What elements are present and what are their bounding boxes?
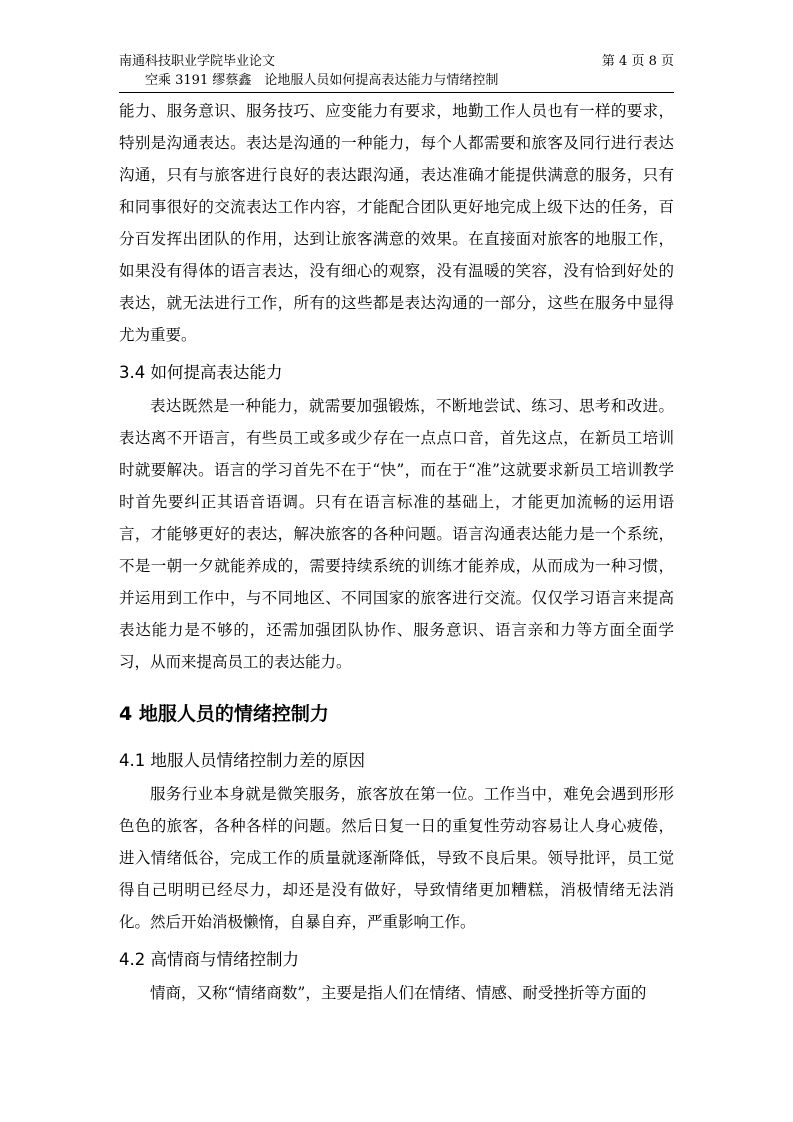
page-header: [119, 52, 674, 92]
paragraph-4-2: 情商，又称“情绪商数”，主要是指人们在情绪、情感、耐受挫折等方面的: [150, 984, 647, 1002]
section-heading-3-4: 3.4 如何提高表达能力: [119, 363, 283, 382]
paragraph-4-1: 服务行业本身就是微笑服务，旅客放在第一位。工作当中，难免会遇到形形色色的旅客，各种各样的问题。然后日复一日的重复性劳动容易让人身心疲倦，进入情绪低谷，完成工作的质量就逐渐降低，导致不良后果。领导批评，员工觉得自己明明已经尽力，却还是没有做好，导致情绪更加糟糕，消极情绪无法消化。然后开始消极懒惰，自暴自弃，严重影响工作。: [119, 785, 674, 931]
header-school: 南通科技职业学院毕业论文: [119, 54, 276, 69]
section-heading-4-2: 4.2 高情商与情绪控制力: [119, 950, 299, 969]
header-divider: [119, 92, 674, 93]
chapter-heading-4: 4 地服人员的情绪控制力: [119, 703, 329, 725]
section-heading-4-1: 4.1 地服人员情绪控制力差的原因: [119, 751, 365, 770]
paragraph-continued: 能力、服务意识、服务技巧、应变能力有要求，地勤工作人员也有一样的要求，特别是沟通表达。表达是沟通的一种能力，每个人都需要和旅客及同行进行表达沟通，只有与旅客进行良好的表达跟沟通，表达准确才能提供满意的服务，只有和同事很好的交流表达工作内容，才能配合团队更好地完成上级下达的任务，百分百发挥出团队的作用，达到让旅客满意的效果。在直接面对旅客的地服工作，如果没有得体的语言表达，没有细心的观察，没有温暖的笑容，没有恰到好处的表达，就无法进行工作，所有的这些都是表达沟通的一部分，这些在服务中显得尤为重要。: [119, 102, 674, 344]
header-page-info: 第 4 页 8 页: [601, 54, 674, 69]
document-body: [119, 95, 674, 1009]
header-author-title: 空乘 3191 缪蔡鑫 论地服人员如何提高表达能力与情绪控制: [145, 73, 499, 88]
paragraph-3-4: 表达既然是一种能力，就需要加强锻炼，不断地尝试、练习、思考和改进。表达离不开语言，有些员工或多或少存在一点点口音，首先这点，在新员工培训时就要解决。语言的学习首先不在于“快”，而在于“准”这就要求新员工培训教学时首先要纠正其语音语调。只有在语言标准的基础上，才能更加流畅的运用语言，才能够更好的表达，解决旅客的各种问题。语言沟通表达能力是一个系统，不是一朝一夕就能养成的，需要持续系统的训练才能养成，从而成为一种习惯，并运用到工作中，与不同地区、不同国家的旅客进行交流。仅仅学习语言来提高表达能力是不够的，还需加强团队协作、服务意识、语言亲和力等方面全面学习，从而来提高员工的表达能力。: [119, 397, 674, 671]
